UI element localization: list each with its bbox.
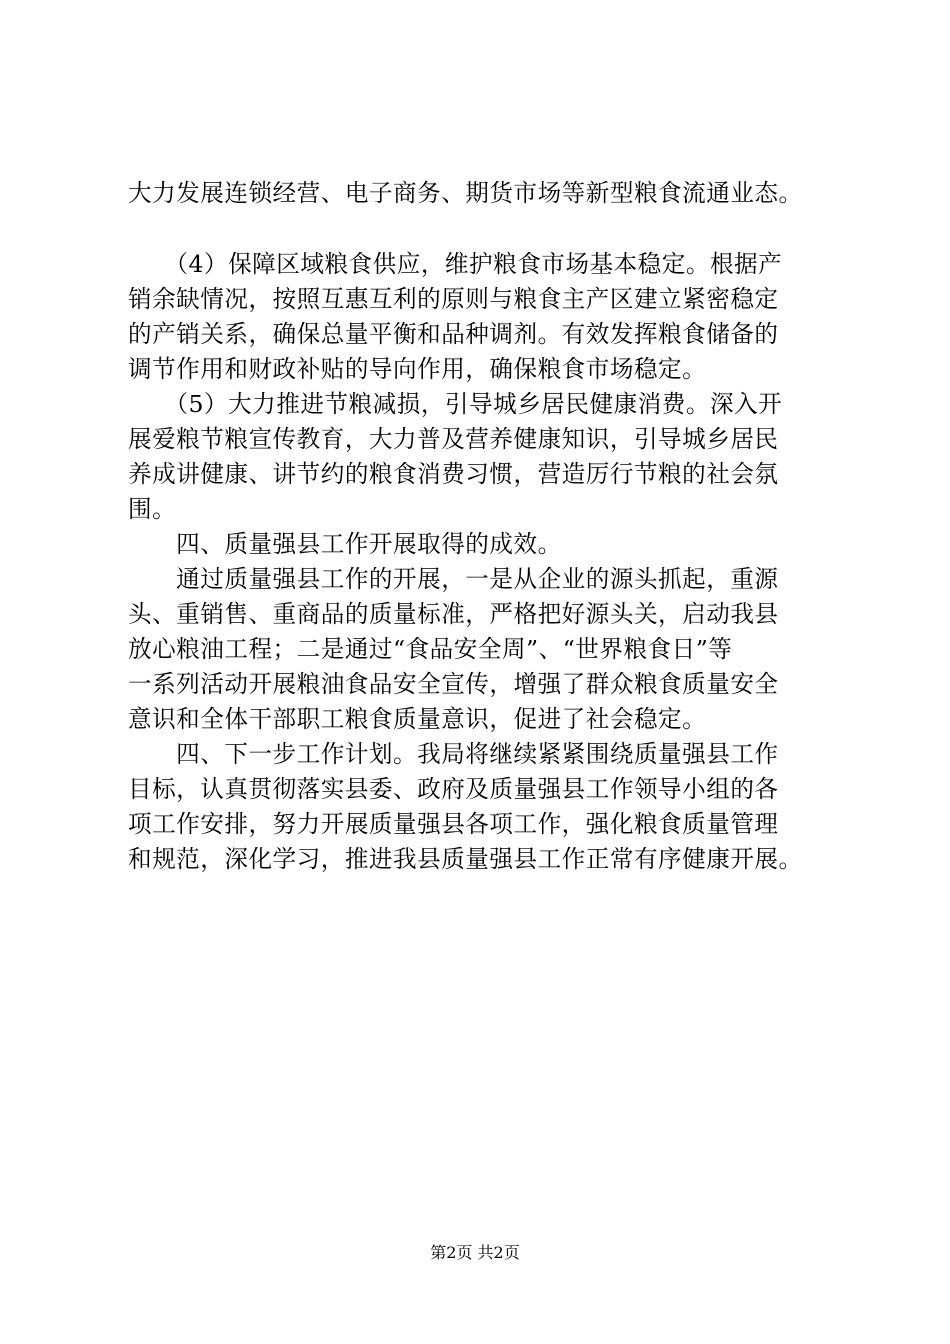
text-line: 展爱粮节粮宣传教育，大力普及营养健康知识，引导城乡居民 xyxy=(128,425,779,453)
text-line: 目标，认真贯彻落实县委、政府及质量强县工作领导小组的各 xyxy=(128,775,779,803)
text-line: 的产销关系，确保总量平衡和品种调剂。有效发挥粮食储备的 xyxy=(128,320,779,348)
text-line: 销余缺情况，按照互惠互利的原则与粮食主产区建立紧密稳定 xyxy=(128,285,779,313)
text-line: （5）大力推进节粮减损，引导城乡居民健康消费。深入开 xyxy=(128,390,783,418)
text-line: 意识和全体干部职工粮食质量意识，促进了社会稳定。 xyxy=(128,705,707,733)
text-line: 头、重销售、重商品的质量标准，严格把好源头关，启动我县 xyxy=(128,600,779,628)
text-line: 调节作用和财政补贴的导向作用，确保粮食市场稳定。 xyxy=(128,355,707,383)
document-body xyxy=(128,247,832,877)
text-line: 放心粮油工程；二是通过“食品安全周”、“世界粮食日”等 xyxy=(128,635,733,663)
text-line: 项工作安排，努力开展质量强县各项工作，强化粮食质量管理 xyxy=(128,810,779,838)
page-number-footer: 第2页 共2页 xyxy=(430,1243,520,1262)
text-line: 四、下一步工作计划。我局将继续紧紧围绕质量强县工作 xyxy=(128,740,779,768)
text-line: 一系列活动开展粮油食品安全宣传，增强了群众粮食质量安全 xyxy=(128,670,779,698)
text-line: 大力发展连锁经营、电子商务、期货市场等新型粮食流通业态。 xyxy=(128,179,803,207)
text-line: 四、质量强县工作开展取得的成效。 xyxy=(128,530,562,558)
text-line: 通过质量强县工作的开展，一是从企业的源头抓起，重源 xyxy=(128,565,779,593)
text-line: 养成讲健康、讲节约的粮食消费习惯，营造厉行节粮的社会氛 xyxy=(128,460,779,488)
text-line: （4）保障区域粮食供应，维护粮食市场基本稳定。根据产 xyxy=(128,250,783,278)
paragraph-continuation xyxy=(128,176,832,211)
text-line: 围。 xyxy=(128,495,177,523)
text-line: 和规范，深化学习，推进我县质量强县工作正常有序健康开展。 xyxy=(128,845,803,873)
